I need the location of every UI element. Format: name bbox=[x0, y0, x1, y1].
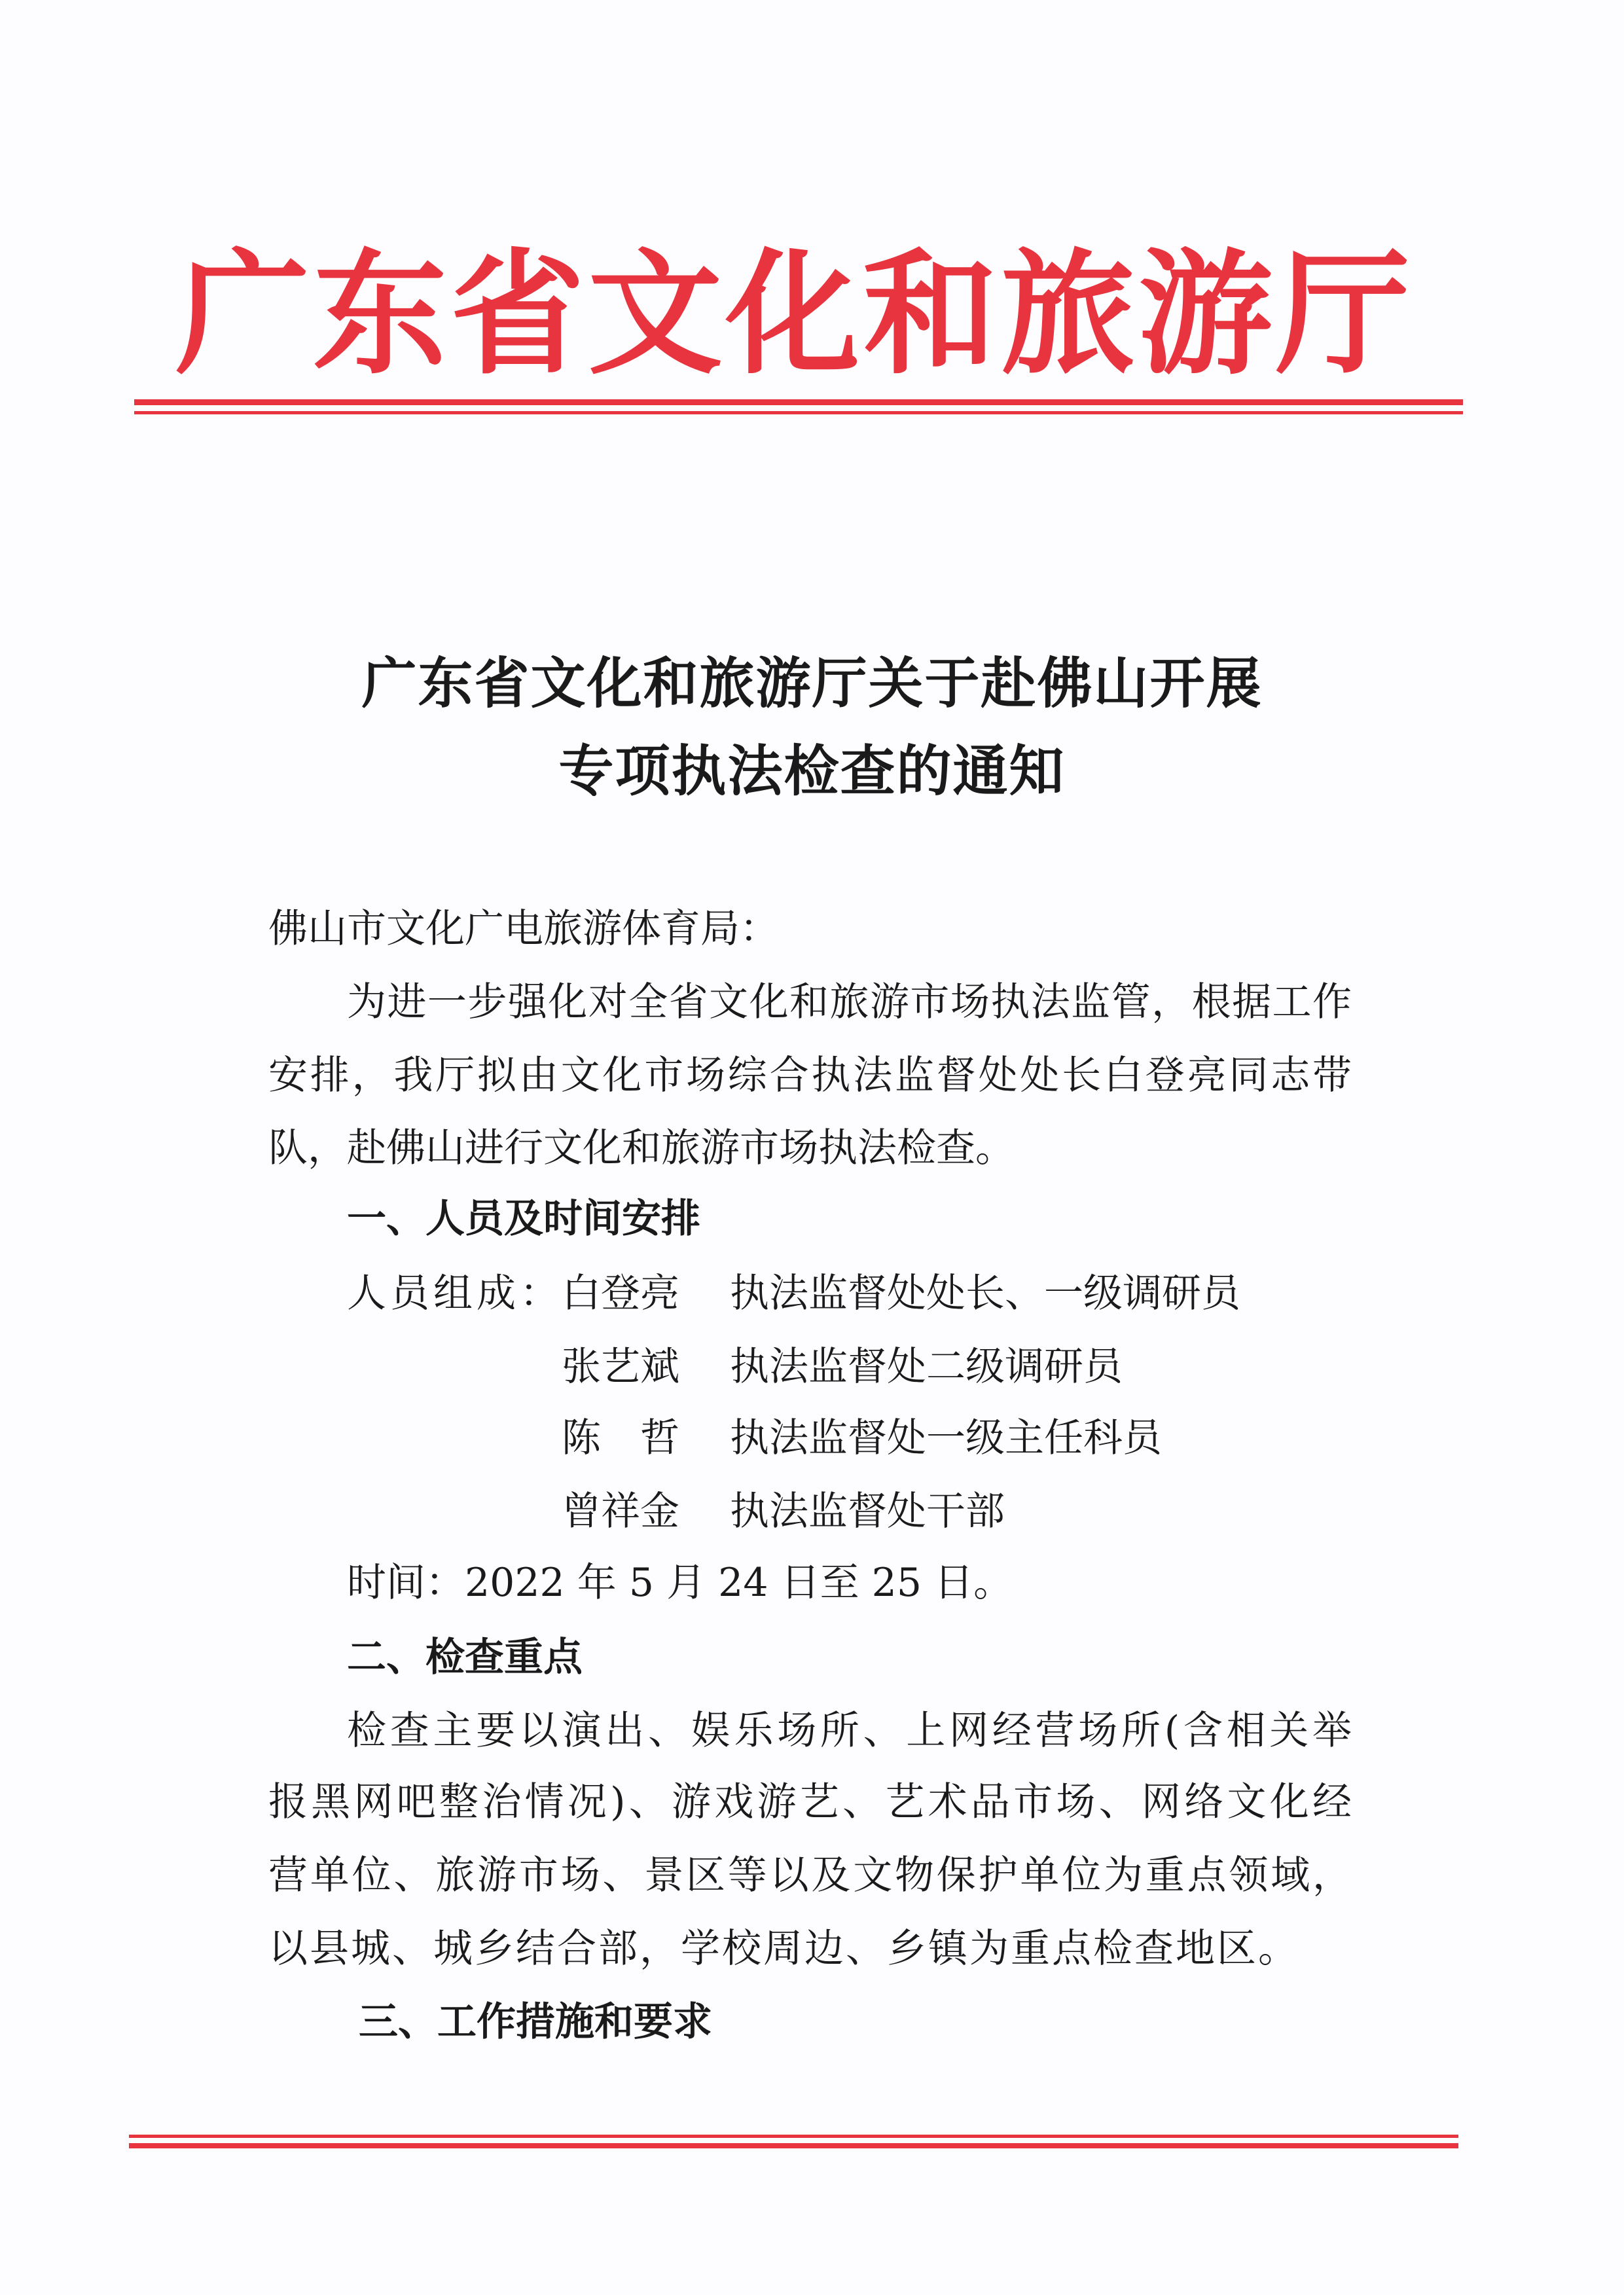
member-name: 曾祥金 bbox=[562, 1489, 679, 1534]
section2-line: 报黑网吧整治情况)、游戏游艺、艺术品市场、网络文化经 bbox=[268, 1779, 1352, 1825]
footer-rule-thick bbox=[129, 2143, 1458, 2148]
section2-line: 以县城、城乡结合部，学校周边、乡镇为重点检查地区。 bbox=[268, 1926, 1299, 1972]
section3-heading: 三、工作措施和要求 bbox=[359, 1999, 712, 2045]
letterhead-rule-thick bbox=[134, 399, 1463, 405]
member-name: 陈 哲 bbox=[562, 1415, 679, 1461]
intro-line: 队，赴佛山进行文化和旅游市场执法检查。 bbox=[268, 1125, 1015, 1171]
members-label: 人员组成： bbox=[347, 1271, 563, 1316]
section1-heading: 一、人员及时间安排 bbox=[347, 1196, 700, 1242]
member-title: 执法监督处处长、一级调研员 bbox=[730, 1271, 1240, 1316]
section2-line: 营单位、旅游市场、景区等以及文物保护单位为重点领域， bbox=[268, 1852, 1352, 1898]
recipient: 佛山市文化广电旅游体育局： bbox=[268, 906, 779, 952]
member-title: 执法监督处干部 bbox=[730, 1489, 1005, 1534]
document-title-line2: 专项执法检查的通知 bbox=[558, 738, 1066, 803]
letterhead-rule-thin bbox=[134, 411, 1463, 414]
intro-line: 为进一步强化对全省文化和旅游市场执法监管，根据工作 bbox=[347, 979, 1352, 1025]
member-title: 执法监督处一级主任科员 bbox=[730, 1415, 1162, 1461]
intro-line: 安排，我厅拟由文化市场综合执法监督处处长白登亮同志带 bbox=[268, 1053, 1352, 1098]
section2-heading: 二、检查重点 bbox=[347, 1635, 583, 1680]
member-title: 执法监督处二级调研员 bbox=[730, 1344, 1123, 1390]
section2-line: 检查主要以演出、娱乐场所、上网经营场所(含相关举 bbox=[347, 1708, 1352, 1754]
time-arrangement: 时间：2022 年 5 月 24 日至 25 日。 bbox=[347, 1560, 1013, 1606]
document-title-line1: 广东省文化和旅游厅关于赴佛山开展 bbox=[361, 651, 1263, 715]
member-name: 张艺斌 bbox=[562, 1344, 679, 1390]
letterhead-org-name: 广东省文化和旅游厅 bbox=[175, 236, 1413, 393]
member-name: 白登亮 bbox=[562, 1271, 679, 1316]
footer-rule-thin bbox=[129, 2135, 1458, 2138]
